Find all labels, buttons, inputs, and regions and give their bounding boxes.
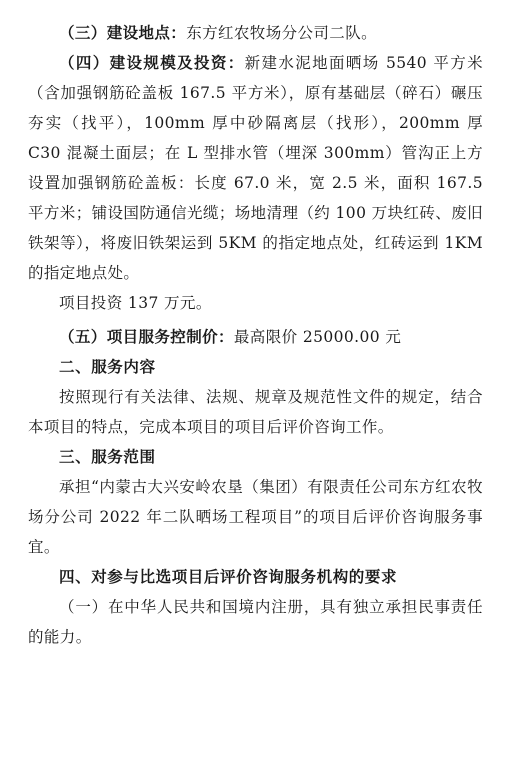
construction-location-label: （三）建设地点： [59, 23, 187, 42]
project-investment-text: 项目投资 137 万元。 [59, 294, 212, 312]
construction-scale-label: （四）建设规模及投资： [59, 53, 245, 72]
construction-location-paragraph [28, 18, 483, 48]
control-price-paragraph [28, 322, 483, 352]
requirements-paragraph: （一）在中华人民共和国境内注册，具有独立承担民事责任的能力。 [28, 598, 483, 646]
construction-scale-paragraph [28, 48, 483, 288]
service-scope-paragraph: 承担“内蒙古大兴安岭农垦（集团）有限责任公司东方红农牧场分公司 2022 年二队晒场工程项目”的项目后评价咨询服务事宜。 [28, 478, 483, 556]
requirements-heading: 四、对参与比选项目后评价咨询服务机构的要求 [59, 567, 398, 586]
service-scope-heading: 三、服务范围 [59, 447, 156, 466]
control-price-label: （五）项目服务控制价： [59, 327, 234, 346]
service-content-paragraph: 按照现行有关法律、法规、规章及规范性文件的规定，结合本项目的特点，完成本项目的项目后评价咨询工作。 [28, 388, 483, 436]
construction-location-text: 东方红农牧场分公司二队。 [186, 24, 378, 42]
service-content-heading: 二、服务内容 [59, 357, 156, 376]
project-investment-paragraph [28, 288, 483, 318]
construction-scale-text: 新建水泥地面晒场 5540 平方米（含加强钢筋砼盖板 167.5 平方米），原有基础层（碎石）碾压夯实（找平），100mm 厚中砂隔离层（找形），200mm 厚 C30 混凝土面层；在 L 型排水管（埋深 300mm）管沟正上方设置加强钢筋砼盖板：长度 67.0 米，宽 2.5 米，面积 167.5 平方米；铺设国防通信光缆；场地清理（约 100 万块红砖、废旧铁架等），将废旧铁架运到 5KM 的指定地点处，红砖运到 1KM 的指定地点处。 [28, 54, 483, 282]
control-price-text: 最高限价 25000.00 元 [233, 328, 402, 346]
